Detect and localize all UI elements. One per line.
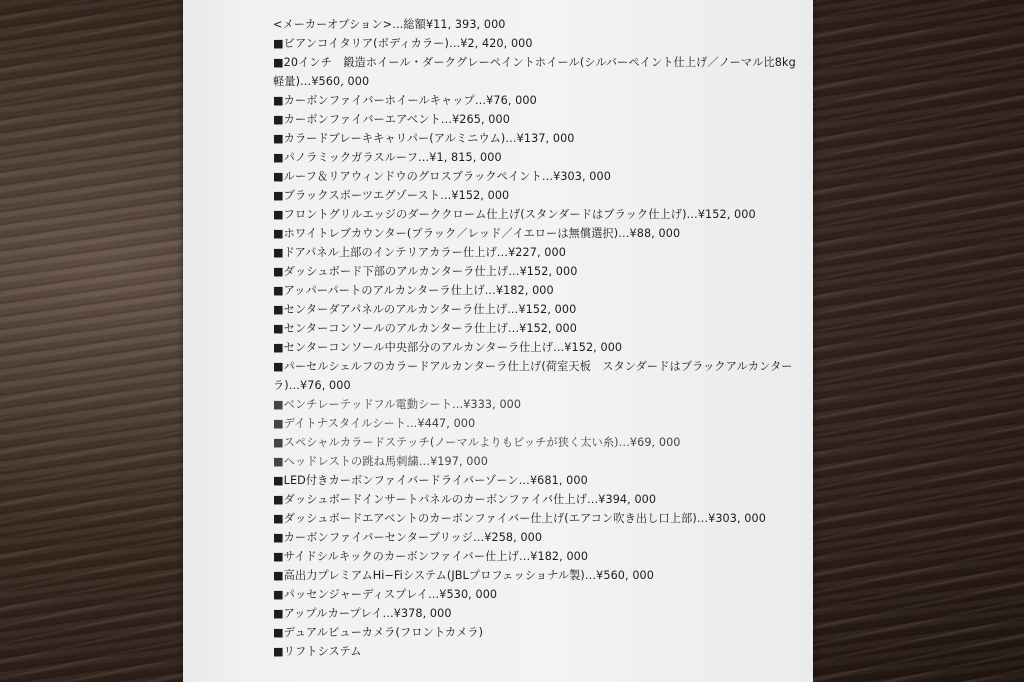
list-item: ■アップルカープレイ…¥378, 000	[273, 607, 452, 620]
list-item: ■LED付きカーボンファイバードライバーゾーン…¥681, 000	[273, 474, 588, 487]
list-item: ■サイドシルキックのカーボンファイバー仕上げ…¥182, 000	[273, 550, 589, 563]
list-item: ■ホワイトレブカウンター(ブラック／レッド／イエローは無償選択)…¥88, 000	[273, 227, 681, 240]
option-list	[273, 15, 796, 661]
list-item: ■20インチ 鍛造ホイール・ダークグレーペイントホイール(シルバーペイント仕上げ／ノーマル比8kg	[273, 56, 796, 69]
list-item: ■デュアルビューカメラ(フロントカメラ)	[273, 626, 484, 639]
list-item: ■ダッシュボード下部のアルカンターラ仕上げ…¥152, 000	[273, 265, 578, 278]
list-item: ■パノラミックガラスルーフ…¥1, 815, 000	[273, 151, 502, 164]
list-item: ■ビアンコイタリア(ボディカラー)…¥2, 420, 000	[273, 37, 533, 50]
list-item: ■カーボンファイバーエアベント…¥265, 000	[273, 113, 510, 126]
list-heading: <メーカーオプション>…総額¥11, 393, 000	[273, 18, 506, 31]
list-item: ■カーボンファイバーセンターブリッジ…¥258, 000	[273, 531, 543, 544]
list-item: ■ヘッドレストの跳ね馬刺繍…¥197, 000	[273, 455, 488, 468]
list-item: ■カラードブレーキキャリパー(アルミニウム)…¥137, 000	[273, 132, 575, 145]
list-item: ■センターダアパネルのアルカンターラ仕上げ…¥152, 000	[273, 303, 577, 316]
list-item: ■パーセルシェルフのカラードアルカンターラ仕上げ(荷室天板 スタンダードはブラックアルカンター	[273, 360, 793, 373]
list-item: ■フロントグリルエッジのダーククローム仕上げ(スタンダードはブラック仕上げ)…¥152, 000	[273, 208, 756, 221]
list-item: ■ダッシュボードエアベントのカーボンファイバー仕上げ(エアコン吹き出し口上部)…¥303, 000	[273, 512, 766, 525]
list-item: ■リフトシステム	[273, 645, 362, 658]
list-item: ■スペシャルカラードステッチ(ノーマルよりもピッチが狭く太い糸)…¥69, 000	[273, 436, 681, 449]
list-item-continuation: ラ)…¥76, 000	[273, 379, 351, 392]
list-item: ■ベンチレーテッドフル電動シート…¥333, 000	[273, 398, 522, 411]
list-item-continuation: 軽量)…¥560, 000	[273, 75, 370, 88]
list-item: ■カーボンファイバーホイールキャップ…¥76, 000	[273, 94, 537, 107]
list-item: ■ブラックスポーツエグゾースト…¥152, 000	[273, 189, 510, 202]
list-item: ■アッパーパートのアルカンターラ仕上げ…¥182, 000	[273, 284, 554, 297]
list-item: ■ドアパネル上部のインテリアカラー仕上げ…¥227, 000	[273, 246, 566, 259]
list-item: ■パッセンジャーディスプレイ…¥530, 000	[273, 588, 498, 601]
list-item: ■ダッシュボードインサートパネルのカーボンファイバ仕上げ…¥394, 000	[273, 493, 657, 506]
list-item: ■ルーフ＆リアウィンドウのグロスブラックペイント…¥303, 000	[273, 170, 611, 183]
list-item: ■高出力プレミアムHi−Fiシステム(JBLプロフェッショナル製)…¥560, 000	[273, 569, 654, 582]
list-item: ■デイトナスタイルシート…¥447, 000	[273, 417, 476, 430]
list-item: ■センターコンソールのアルカンターラ仕上げ…¥152, 000	[273, 322, 577, 335]
list-item: ■センターコンソール中央部分のアルカンターラ仕上げ…¥152, 000	[273, 341, 623, 354]
